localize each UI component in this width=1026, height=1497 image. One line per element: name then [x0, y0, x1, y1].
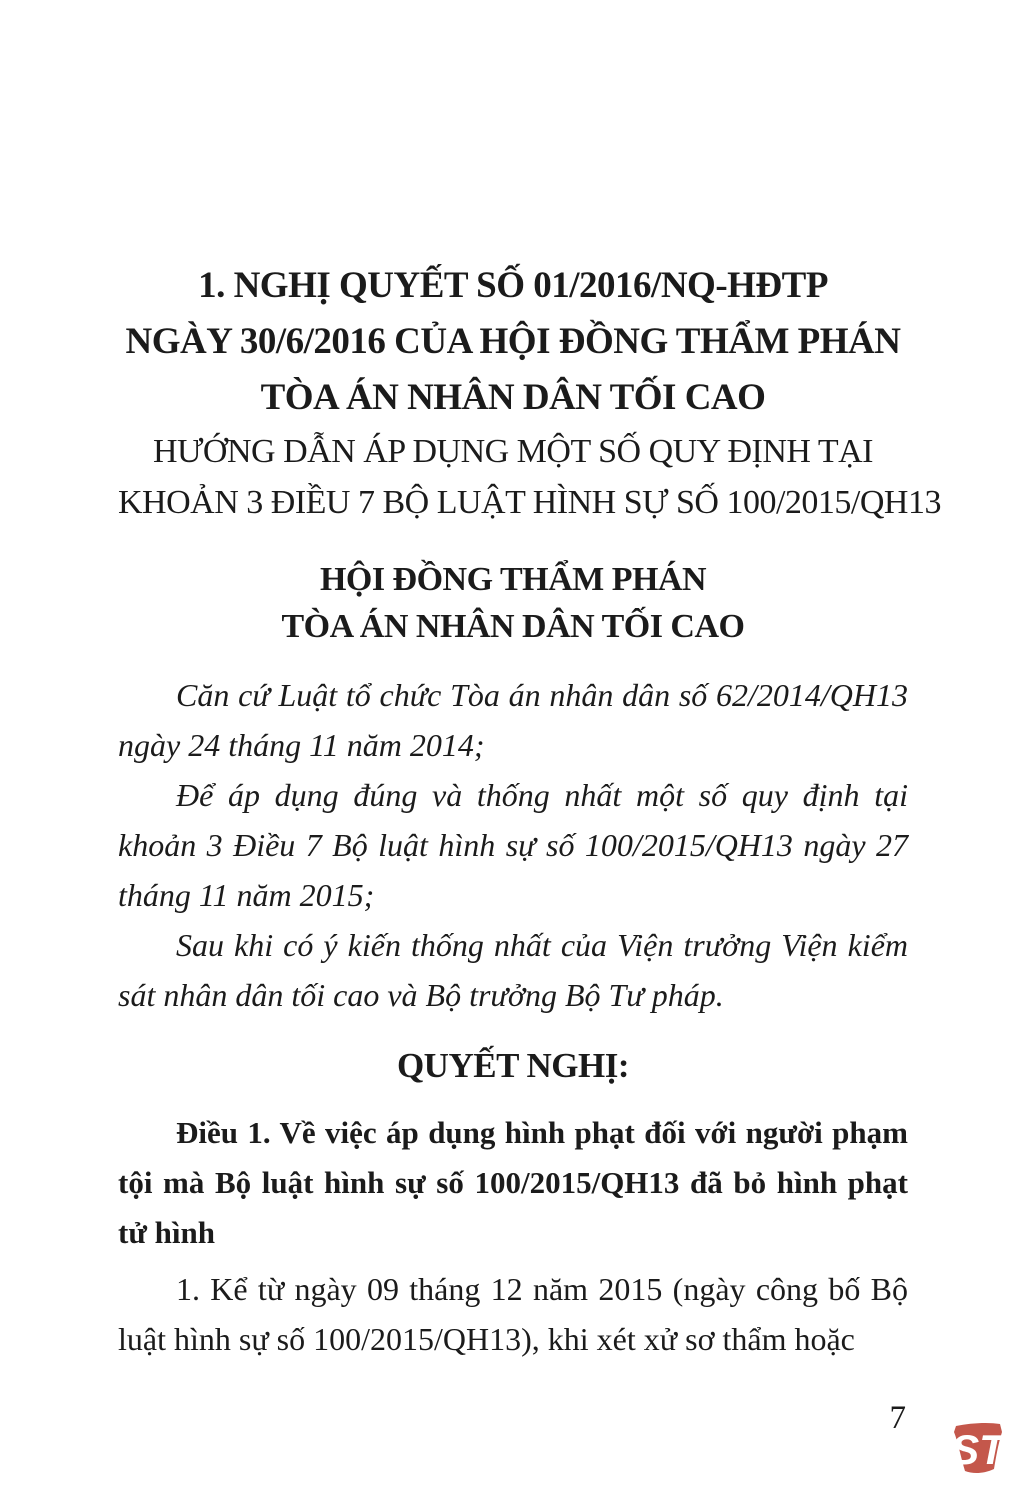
- resolution-heading: QUYẾT NGHỊ:: [396, 1046, 630, 1085]
- preamble-paragraph-3: Sau khi có ý kiến thống nhất của Viện trưởng Viện kiểm sát nhân dân tối cao và Bộ trưởng Bộ Tư pháp.: [118, 927, 908, 1013]
- st-logo-text: ST: [952, 1426, 1004, 1473]
- issuer-line-2: TÒA ÁN NHÂN DÂN TỐI CAO: [281, 608, 745, 645]
- subtitle-line-1: HƯỚNG DẪN ÁP DỤNG MỘT SỐ QUY ĐỊNH TẠI: [153, 433, 873, 470]
- title-line-1: 1. NGHỊ QUYẾT SỐ 01/2016/NQ-HĐTP: [198, 265, 828, 306]
- issuer-heading: [118, 556, 908, 650]
- page-number: 7: [889, 1400, 906, 1436]
- st-publisher-logo-icon: [952, 1421, 1004, 1477]
- title-line-3: TÒA ÁN NHÂN DÂN TỐI CAO: [260, 377, 766, 418]
- title-line-2: NGÀY 30/6/2016 CỦA HỘI ĐỒNG THẨM PHÁN: [125, 321, 901, 362]
- document-title: [118, 258, 941, 528]
- subtitle-line-2: KHOẢN 3 ĐIỀU 7 BỘ LUẬT HÌNH SỰ SỐ 100/2015/QH13: [118, 484, 941, 521]
- document-content: [118, 258, 941, 1364]
- preamble-paragraph-2: Để áp dụng đúng và thống nhất một số quy định tại khoản 3 Điều 7 Bộ luật hình sự số 100/2015/QH13 ngày 27 tháng 11 năm 2015;: [118, 777, 908, 913]
- article-1-paragraph-1: 1. Kể từ ngày 09 tháng 12 năm 2015 (ngày công bố Bộ luật hình sự số 100/2015/QH13), khi xét xử sơ thẩm hoặc: [118, 1271, 908, 1357]
- issuer-line-1: HỘI ĐỒNG THẨM PHÁN: [319, 561, 707, 598]
- preamble: [118, 670, 908, 1020]
- article-1-heading: Điều 1. Về việc áp dụng hình phạt đối với người phạm tội mà Bộ luật hình sự số 100/2015/QH13 đã bỏ hình phạt tử hình: [118, 1115, 908, 1250]
- preamble-paragraph-1: Căn cứ Luật tổ chức Tòa án nhân dân số 62/2014/QH13 ngày 24 tháng 11 năm 2014;: [118, 677, 908, 763]
